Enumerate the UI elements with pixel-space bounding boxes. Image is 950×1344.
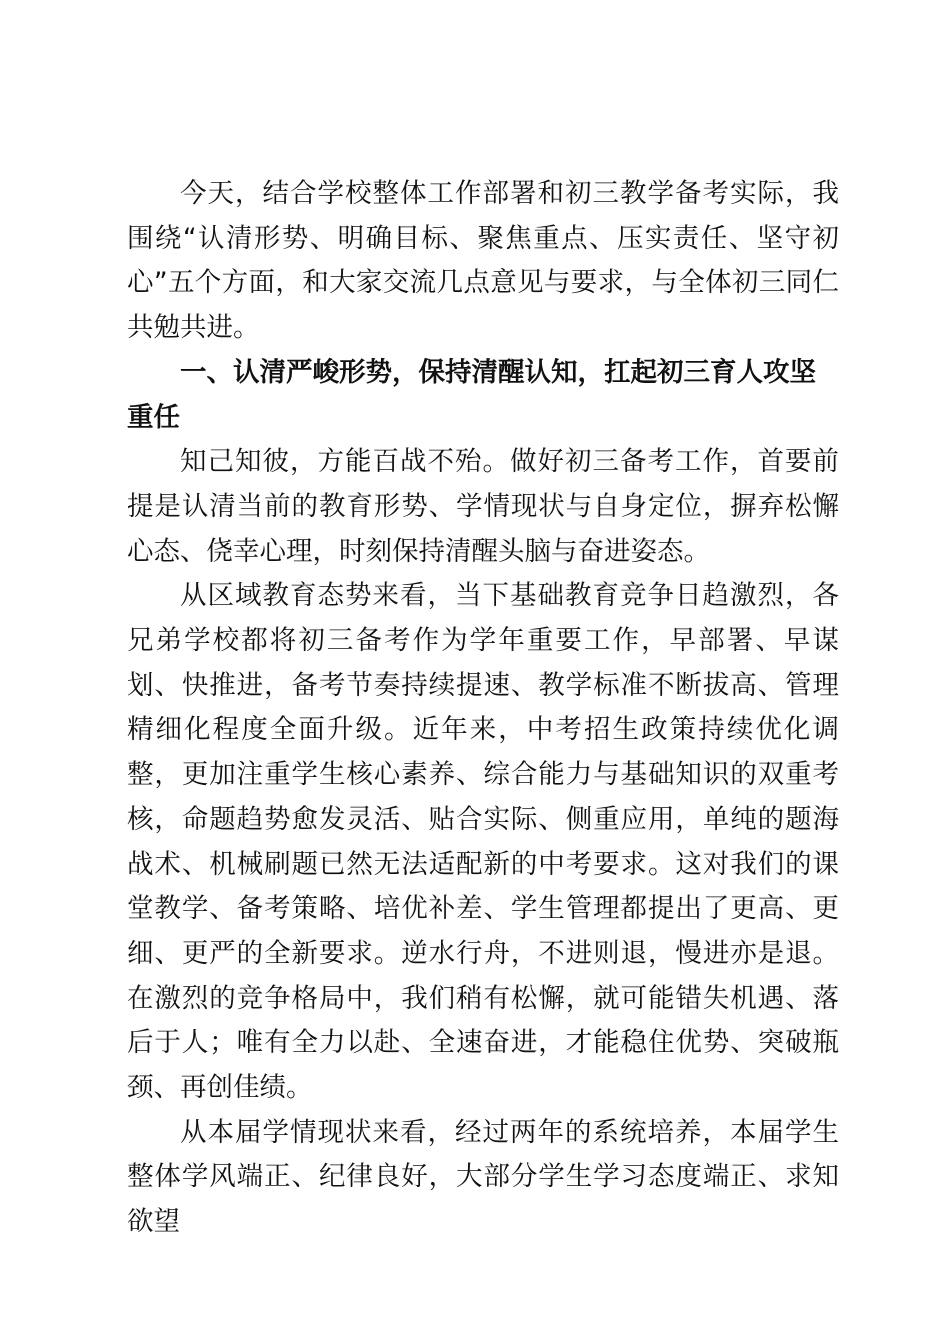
paragraph-know-yourself: 知己知彼，方能百战不殆。做好初三备考工作，首要前提是认清当前的教育形势、学情现状与自身定位，摒弃松懈心态、侥幸心理，时刻保持清醒头脑与奋进姿态。 [127, 446, 839, 567]
paragraph-regional-situation: 从区域教育态势来看，当下基础教育竞争日趋激烈，各兄弟学校都将初三备考作为学年重要工作，早部署、早谋划、快推进，备考节奏持续提速、教学标准不断拔高、管理精细化程度全面升级。近年来，中考招生政策持续优化调整，更加注重学生核心素养、综合能力与基础知识的双重考核，命题趋势愈发灵活、贴合实际、侧重应用，单纯的题海战术、机械刷题已然无法适配新的中考要求。这对我们的课堂教学、备考策略、培优补差、学生管理都提出了更高、更细、更严的全新要求。逆水行舟，不进则退，慢进亦是退。在激烈的竞争格局中，我们稍有松懈，就可能错失机遇、落后于人；唯有全力以赴、全速奋进，才能稳住优势、突破瓶颈、再创佳绩。 [127, 580, 839, 1104]
paragraph-student-status: 从本届学情现状来看，经过两年的系统培养，本届学生整体学风端正、纪律良好，大部分学生学习态度端正、求知欲望 [127, 1116, 839, 1238]
document-body [127, 172, 839, 1245]
section-heading-1: 一、认清严峻形势，保持清醒认知，扛起初三育人攻坚重任 [127, 356, 816, 433]
paragraph-intro: 今天，结合学校整体工作部署和初三教学备考实际，我围绕“认清形势、明确目标、聚焦重点、压实责任、坚守初心”五个方面，和大家交流几点意见与要求，与全体初三同仁共勉共进。 [127, 178, 839, 344]
